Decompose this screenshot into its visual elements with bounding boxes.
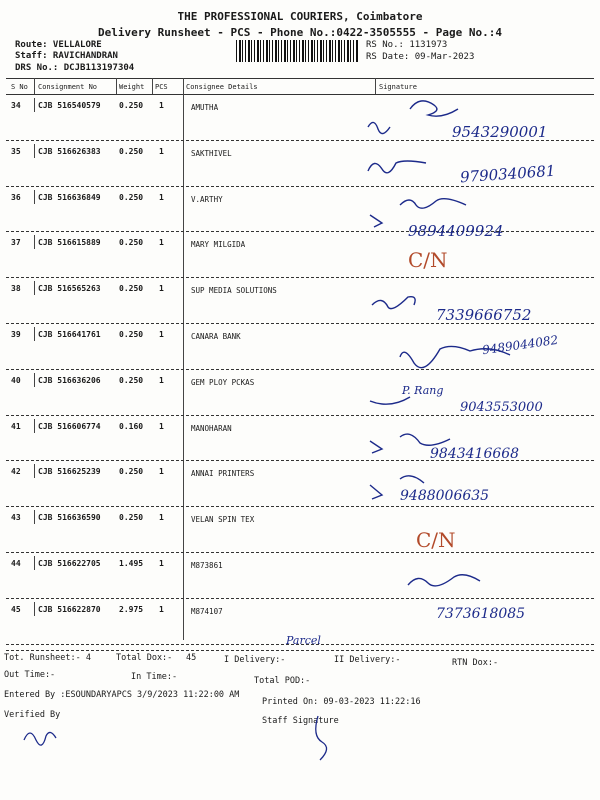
row-consignment-no: CJB 516636206 (38, 375, 101, 385)
entered-by: Entered By :ESOUNDARYAPCS 3/9/2023 11:22:00 AM (4, 690, 240, 700)
verifier-signature (20, 722, 60, 752)
ii-delivery: II Delivery:- (334, 655, 401, 665)
col-divider (152, 78, 153, 94)
row-weight: 0.250 (119, 284, 144, 294)
row-consignee: ANNAI PRINTERS (191, 469, 255, 479)
handwritten-phone-6: 9043553000 (460, 400, 543, 415)
handwritten-parcel: Parcel (286, 634, 321, 647)
row-sno: 37 (11, 238, 21, 248)
col-divider (116, 78, 117, 94)
handwritten-phone-8: 9488006635 (400, 488, 490, 504)
row-sno: 43 (11, 513, 21, 523)
row-weight: 0.250 (119, 192, 144, 202)
row-weight: 1.495 (119, 559, 144, 568)
row-sno: 44 (11, 559, 21, 568)
row-tick (34, 144, 35, 158)
rtn-dox: RTN Dox:- (452, 658, 499, 668)
row-sno: 39 (11, 330, 21, 339)
row-pcs: 1 (159, 375, 164, 385)
rs-number: RS No.: 1131973 (366, 40, 448, 50)
runsheet-subtitle: Delivery Runsheet - PCS - Phone No.:0422-3505555 - Page No.:4 (98, 26, 502, 39)
row-pcs: 1 (159, 604, 164, 614)
staff-label: Staff: RAVICHANDRAN (15, 51, 118, 61)
col-header-signature: Signature (379, 83, 417, 91)
col-header-consignment: Consignment No (38, 83, 98, 91)
handwritten-phone-7: 9843416668 (430, 446, 520, 462)
handwritten-phone-9: 7373618085 (436, 606, 526, 622)
row-sno: 45 (11, 604, 21, 614)
table-top-rule (6, 78, 594, 79)
row-consignee: AMUTHA (191, 103, 219, 112)
handwritten-phone-3: 9894409924 (408, 222, 504, 240)
row-consignee: SUP MEDIA SOLUTIONS (191, 286, 277, 296)
col-divider (375, 78, 376, 94)
col-header-consignee: Consignee Details (186, 83, 258, 91)
row-consignment-no: CJB 516540579 (38, 101, 101, 110)
row-consignment-no: CJB 516636849 (38, 192, 101, 202)
row-pcs: 1 (159, 192, 164, 202)
row-consignment-no: CJB 516622870 (38, 604, 101, 614)
row-pcs: 1 (159, 330, 164, 339)
row-consignment-no: CJB 516622705 (38, 559, 101, 568)
barcode (236, 40, 358, 62)
handwritten-cn-2: C/N (416, 528, 456, 552)
row-weight: 0.250 (119, 101, 144, 110)
i-delivery: I Delivery:- (224, 655, 286, 665)
total-pod: Total POD:- (254, 676, 311, 686)
row-consignee: CANARA BANK (191, 332, 241, 341)
row-pcs: 1 (159, 284, 164, 294)
handwritten-phone-4: 7339666752 (436, 306, 532, 324)
handwritten-cn-1: C/N (408, 248, 448, 272)
row-weight: 0.250 (119, 330, 144, 339)
company-title: THE PROFESSIONAL COURIERS, Coimbatore (177, 10, 423, 23)
staff-signature: Staff Signature (262, 716, 339, 726)
row-tick (34, 373, 35, 387)
handwritten-name-1: P. Rang (402, 384, 444, 397)
row-pcs: 1 (159, 467, 164, 477)
row-weight: 0.250 (119, 467, 144, 477)
row-sno: 36 (11, 192, 21, 202)
handwritten-phone-5: 9489044082 (481, 332, 559, 358)
row-tick (34, 98, 35, 112)
row-consignee: SAKTHIVEL (191, 148, 232, 158)
total-dox-value: 45 (186, 653, 197, 663)
col-divider (183, 78, 184, 640)
col-header-sno: S No (11, 83, 28, 91)
row-sno: 40 (11, 375, 21, 385)
row-tick (34, 556, 35, 570)
row-tick (34, 327, 35, 341)
rs-date: RS Date: 09-Mar-2023 (366, 52, 475, 62)
handwritten-phone-2: 9790340681 (459, 161, 556, 187)
row-tick (34, 235, 35, 249)
handwritten-phone-1: 9543290001 (452, 123, 548, 141)
row-tick (34, 602, 35, 616)
row-consignment-no: CJB 516641761 (38, 330, 101, 339)
out-time: Out Time:- (4, 670, 56, 680)
row-pcs: 1 (159, 101, 164, 110)
row-tick (34, 190, 35, 204)
col-header-pcs: PCS (155, 83, 168, 91)
row-pcs: 1 (159, 146, 164, 156)
col-header-weight: Weight (119, 83, 145, 91)
row-tick (34, 464, 35, 478)
verified-by: Verified By (4, 710, 61, 720)
row-sno: 41 (11, 421, 21, 431)
row-consignment-no: CJB 516565263 (38, 284, 101, 294)
row-consignee: M874107 (191, 606, 223, 616)
row-pcs: 1 (159, 238, 164, 248)
row-sno: 42 (11, 467, 21, 477)
row-consignee: V.ARTHY (191, 194, 223, 204)
row-weight: 0.250 (119, 238, 144, 248)
row-weight: 0.250 (119, 146, 144, 156)
row-sno: 34 (11, 101, 21, 110)
row-consignment-no: CJB 516636590 (38, 513, 101, 523)
in-time: In Time:- (131, 672, 178, 682)
tot-runsheet: Tot. Runsheet:- 4 (4, 653, 91, 663)
row-consignment-no: CJB 516615889 (38, 238, 101, 248)
row-consignment-no: CJB 516626383 (38, 146, 101, 156)
row-tick (34, 281, 35, 295)
total-dox: Total Dox:- (116, 653, 173, 663)
row-pcs: 1 (159, 513, 164, 523)
row-weight: 2.975 (119, 604, 144, 614)
row-consignee: MARY MILGIDA (191, 240, 246, 250)
row-weight: 0.250 (119, 513, 144, 523)
staff-signature-scribble (300, 712, 340, 762)
row-pcs: 1 (159, 559, 164, 568)
row-tick (34, 510, 35, 524)
row-tick (34, 419, 35, 433)
drs-number: DRS No.: DCJB113197304 (15, 63, 135, 73)
row-weight: 0.250 (119, 375, 144, 385)
row-consignment-no: CJB 516606774 (38, 421, 101, 431)
col-divider (34, 78, 35, 94)
row-consignee: M873861 (191, 561, 223, 570)
footer-rule (6, 650, 594, 651)
row-pcs: 1 (159, 421, 164, 431)
row-consignee: MANOHARAN (191, 423, 232, 433)
row-sno: 38 (11, 284, 21, 294)
row-weight: 0.160 (119, 421, 144, 431)
row-consignee: GEM PLOY PCKAS (191, 377, 255, 387)
row-consignment-no: CJB 516625239 (38, 467, 101, 477)
row-sno: 35 (11, 146, 21, 156)
printed-on: Printed On: 09-03-2023 11:22:16 (262, 697, 421, 707)
row-consignee: VELAN SPIN TEX (191, 515, 255, 525)
route-label: Route: VELLALORE (15, 40, 102, 50)
